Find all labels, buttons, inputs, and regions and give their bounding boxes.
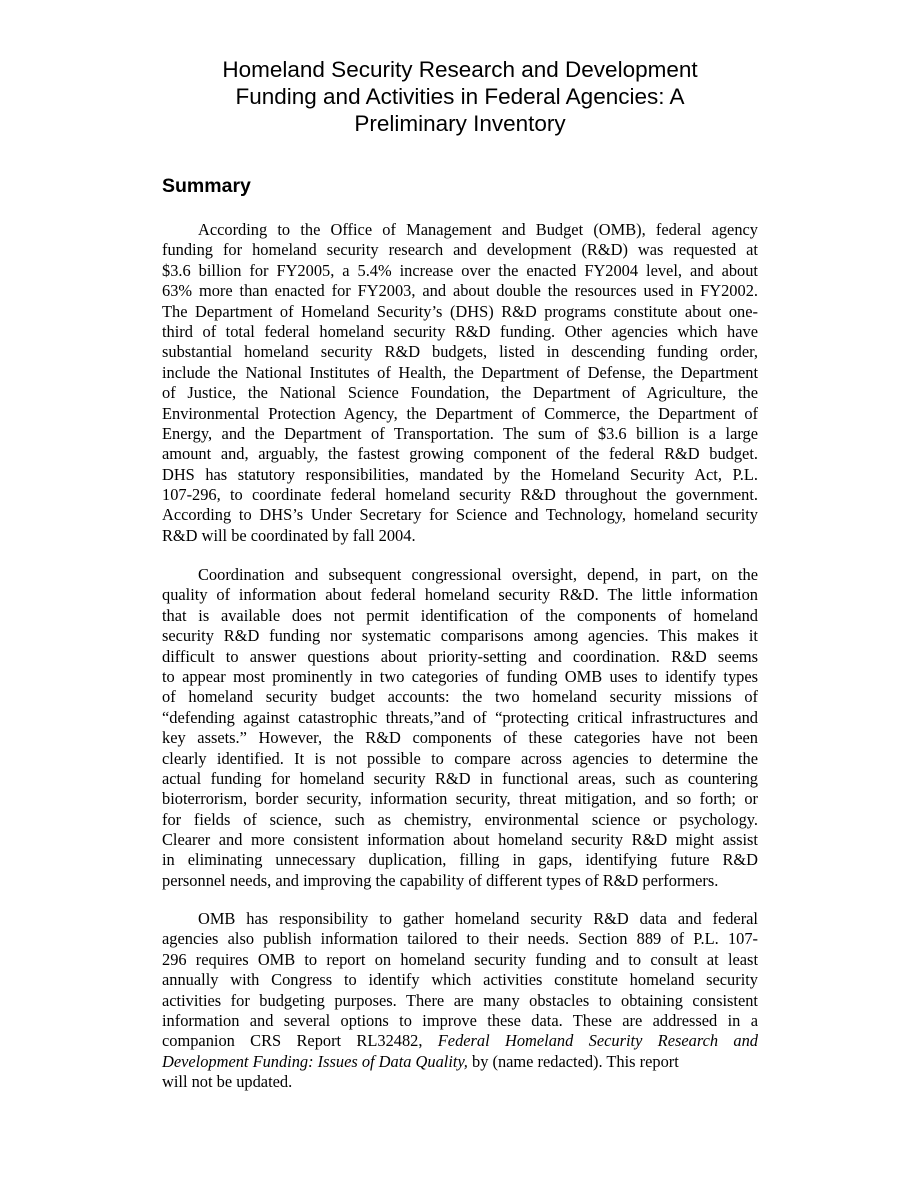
- paragraph-line: “defending against catastrophic threats,”and of “protecting critical infrastructures and: [162, 707, 758, 727]
- report-title-italic: Federal Homeland Security Research and: [437, 1031, 758, 1051]
- title-line: Homeland Security Research and Development: [222, 57, 698, 82]
- paragraph-line: According to DHS’s Under Secretary for Science and Technology, homeland security: [162, 505, 758, 525]
- paragraph-text: companion CRS Report RL32482,: [162, 1031, 438, 1051]
- paragraph-line: that is available does not permit identification of the components of homeland: [162, 605, 758, 625]
- paragraph-line: clearly identified. It is not possible to compare across agencies to determine the: [162, 748, 758, 768]
- paragraph-line: [162, 1052, 758, 1072]
- paragraph-line: The Department of Homeland Security’s (DHS) R&D programs constitute about one-: [162, 301, 758, 321]
- paragraph-line: information and several options to improve these data. These are addressed in a: [162, 1010, 758, 1030]
- paragraph-line: in eliminating unnecessary duplication, filling in gaps, identifying future R&D: [162, 850, 758, 870]
- section-heading-summary: Summary: [162, 175, 251, 197]
- paragraph-line: for fields of science, such as chemistry, environmental science or psychology.: [162, 809, 758, 829]
- paragraph-line: third of total federal homeland security R&D funding. Other agencies which have: [162, 321, 758, 341]
- paragraph-line: substantial homeland security R&D budgets, listed in descending funding order,: [162, 342, 758, 362]
- paragraph-line: to appear most prominently in two categories of funding OMB uses to identify types: [162, 666, 758, 686]
- paragraph-line: According to the Office of Management and Budget (OMB), federal agency: [198, 220, 758, 239]
- paragraph-line: security R&D funding nor systematic comparisons among agencies. This makes it: [162, 626, 758, 646]
- report-title: [162, 56, 758, 137]
- paragraph-line: Energy, and the Department of Transportation. The sum of $3.6 billion is a large: [162, 423, 758, 443]
- paragraph-line: difficult to answer questions about priority-setting and coordination. R&D seems: [162, 646, 758, 666]
- paragraph-line: amount and, arguably, the fastest growing component of the federal R&D budget.: [162, 444, 758, 464]
- paragraph-line: of Justice, the National Science Foundation, the Department of Agriculture, the: [162, 383, 758, 403]
- paragraph-line: agencies also publish information tailored to their needs. Section 889 of P.L. 107-: [162, 929, 758, 949]
- paragraph-line: quality of information about federal homeland security R&D. The little information: [162, 585, 758, 605]
- summary-paragraph-2: [162, 565, 758, 891]
- paragraph-line: DHS has statutory responsibilities, mandated by the Homeland Security Act, P.L.: [162, 464, 758, 484]
- paragraph-line: 63% more than enacted for FY2003, and about double the resources used in FY2002.: [162, 281, 758, 301]
- paragraph-line: include the National Institutes of Health, the Department of Defense, the Department: [162, 362, 758, 382]
- paragraph-line: of homeland security budget accounts: the two homeland security missions of: [162, 687, 758, 707]
- paragraph-line: Environmental Protection Agency, the Department of Commerce, the Department of: [162, 403, 758, 423]
- summary-paragraph-3: [162, 909, 758, 1093]
- paragraph-line: Coordination and subsequent congressional oversight, depend, in part, on the: [198, 565, 758, 584]
- report-title-italic: Development Funding: Issues of Data Quality,: [162, 1051, 468, 1071]
- paragraph-line: $3.6 billion for FY2005, a 5.4% increase over the enacted FY2004 level, and about: [162, 260, 758, 280]
- summary-paragraph-1: [162, 220, 758, 546]
- paragraph-line: [162, 1031, 758, 1051]
- paragraph-line: activities for budgeting purposes. There are many obstacles to obtaining consistent: [162, 990, 758, 1010]
- title-line: Preliminary Inventory: [354, 111, 566, 136]
- paragraph-line: R&D will be coordinated by fall 2004.: [162, 525, 416, 545]
- paragraph-line: actual funding for homeland security R&D in functional areas, such as countering: [162, 768, 758, 788]
- paragraph-line: 296 requires OMB to report on homeland security funding and to consult at least: [162, 949, 758, 969]
- paragraph-line: personnel needs, and improving the capability of different types of R&D performers.: [162, 870, 719, 890]
- paragraph-line: will not be updated.: [162, 1072, 293, 1092]
- title-line: Funding and Activities in Federal Agencies: A: [235, 84, 685, 109]
- paragraph-line: OMB has responsibility to gather homeland security R&D data and federal: [198, 909, 758, 928]
- paragraph-line: Clearer and more consistent information about homeland security R&D might assist: [162, 830, 758, 850]
- paragraph-line: funding for homeland security research and development (R&D) was requested at: [162, 240, 758, 260]
- paragraph-text: by (name redacted). This report: [467, 1051, 679, 1071]
- paragraph-line: key assets.” However, the R&D components of these categories have not been: [162, 728, 758, 748]
- paragraph-line: annually with Congress to identify which activities constitute homeland security: [162, 970, 758, 990]
- paragraph-line: 107-296, to coordinate federal homeland security R&D throughout the government.: [162, 485, 758, 505]
- paragraph-line: bioterrorism, border security, information security, threat mitigation, and so forth; or: [162, 789, 758, 809]
